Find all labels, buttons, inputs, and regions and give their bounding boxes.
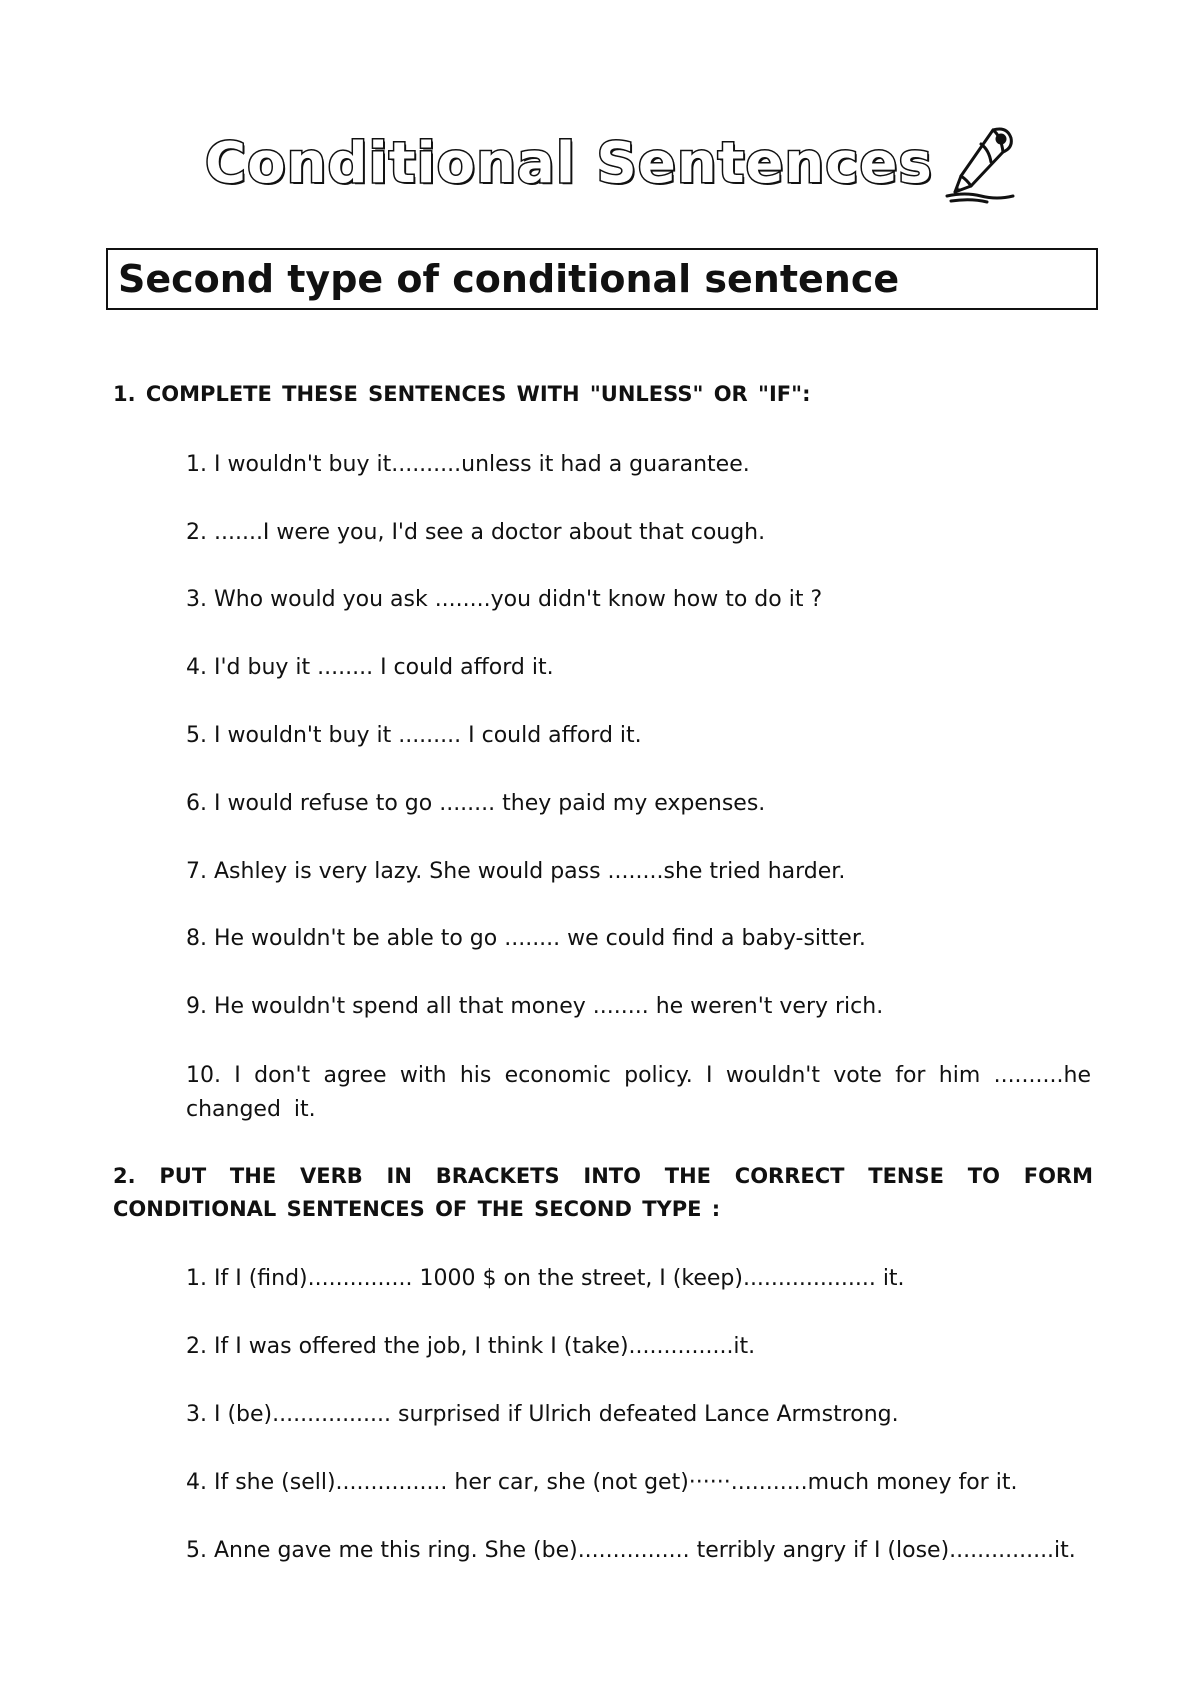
section-1-heading: 1. COMPLETE THESE SENTENCES WITH "UNLESS" OR "IF": <box>113 382 811 406</box>
section-1-item-2: 2. .......I were you, I'd see a doctor about that cough. <box>186 520 766 545</box>
section-2-item-1: 1. If I (find)............... 1000 $ on the street, I (keep)................... it. <box>186 1266 905 1291</box>
section-2-item-3: 3. I (be)................. surprised if Ulrich defeated Lance Armstrong. <box>186 1402 899 1427</box>
section-2-item-4: 4. If she (sell)................ her car, she (not get)······...........much money for it. <box>186 1470 1018 1495</box>
section-2-item-2: 2. If I was offered the job, I think I (take)...............it. <box>186 1334 756 1359</box>
title-row <box>205 118 1025 208</box>
section-1-item-4: 4. I'd buy it ........ I could afford it. <box>186 655 554 680</box>
section-2-item-5: 5. Anne gave me this ring. She (be)................ terribly angry if I (lose)...............it. <box>186 1538 1076 1563</box>
page-title: Conditional Sentences <box>205 130 933 196</box>
subtitle-box <box>106 248 1098 310</box>
section-1-item-6: 6. I would refuse to go ........ they paid my expenses. <box>186 791 766 816</box>
section-1-item-10: 10. I don't agree with his economic policy. I wouldn't vote for him ..........he changed it. <box>186 1063 1091 1122</box>
section-1-item-8: 8. He wouldn't be able to go ........ we could find a baby-sitter. <box>186 926 866 951</box>
section-1-item-3: 3. Who would you ask ........you didn't know how to do it ? <box>186 587 823 612</box>
section-1-item-7: 7. Ashley is very lazy. She would pass ........she tried harder. <box>186 859 846 884</box>
section-1-item-5: 5. I wouldn't buy it ......... I could afford it. <box>186 723 642 748</box>
pencil-icon <box>941 122 1019 204</box>
subtitle: Second type of conditional sentence <box>118 257 900 301</box>
section-1-item-1: 1. I wouldn't buy it..........unless it had a guarantee. <box>186 452 750 477</box>
section-2-heading: 2. PUT THE VERB IN BRACKETS INTO THE CORRECT TENSE TO FORM CONDITIONAL SENTENCES OF THE SECOND TYPE : <box>113 1164 1093 1221</box>
section-1-item-9: 9. He wouldn't spend all that money ........ he weren't very rich. <box>186 994 884 1019</box>
